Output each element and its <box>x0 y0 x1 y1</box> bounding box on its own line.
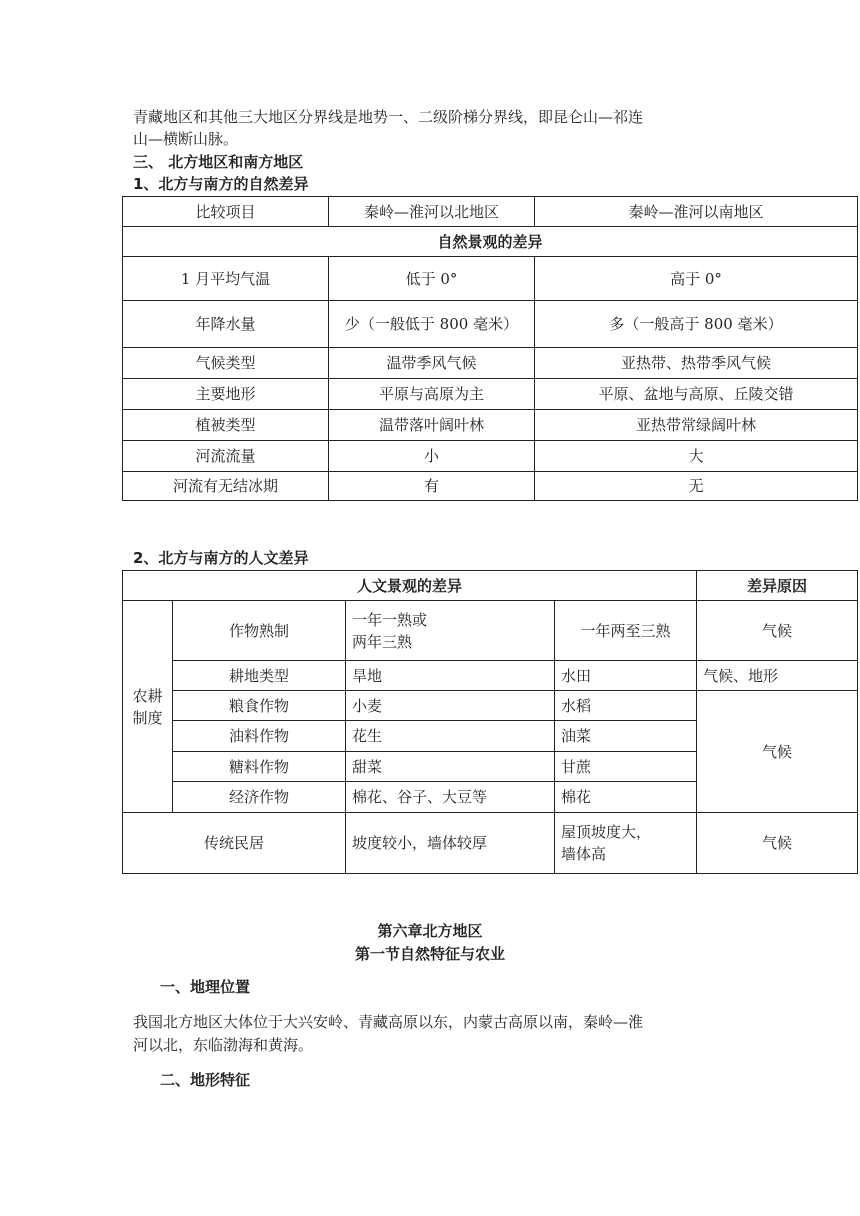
row-label: 耕地类型 <box>173 661 346 691</box>
header-left: 人文景观的差异 <box>123 571 697 601</box>
header-cell: 秦岭—淮河以北地区 <box>329 197 535 227</box>
row-label: 粮食作物 <box>173 691 346 721</box>
reason-cell: 气候、地形 <box>697 661 858 691</box>
human-diff-heading: 2、北方与南方的人文差异 <box>133 549 309 567</box>
row-label: 河流有无结冰期 <box>123 472 329 501</box>
intro-line-1: 青藏地区和其他三大地区分界线是地势一、二级阶梯分界线，即昆仑山—祁连 <box>133 108 644 126</box>
row-label: 油料作物 <box>173 721 346 752</box>
south-line-2: 墙体高 <box>561 845 607 863</box>
row-label: 经济作物 <box>173 782 346 813</box>
farming-label-line-2: 制度 <box>132 708 163 727</box>
row-label: 气候类型 <box>123 348 329 379</box>
heading-terrain: 二、地形特征 <box>160 1071 251 1089</box>
section-3-heading: 三、 北方地区和南方地区 <box>133 153 304 171</box>
row-label: 河流流量 <box>123 441 329 472</box>
south-cell: 甘蔗 <box>555 752 697 782</box>
north-cell: 低于 0° <box>329 257 535 301</box>
row-label: 植被类型 <box>123 410 329 441</box>
south-cell: 亚热带、热带季风气候 <box>535 348 858 379</box>
south-cell: 水田 <box>555 661 697 691</box>
farming-label-line-1: 农耕 <box>132 686 163 705</box>
row-label: 1 月平均气温 <box>123 257 329 301</box>
south-cell <box>555 813 697 874</box>
north-cell: 坡度较小，墙体较厚 <box>346 813 555 874</box>
header-cell: 秦岭—淮河以南地区 <box>535 197 858 227</box>
south-cell: 亚热带常绿阔叶林 <box>535 410 858 441</box>
row-label: 主要地形 <box>123 379 329 410</box>
north-cell: 温带季风气候 <box>329 348 535 379</box>
south-cell: 大 <box>535 441 858 472</box>
north-cell: 温带落叶阔叶林 <box>329 410 535 441</box>
row-label: 传统民居 <box>123 813 346 874</box>
table-header-row <box>123 571 858 601</box>
north-cell <box>346 601 555 661</box>
reason-cell: 气候 <box>697 601 858 661</box>
south-cell: 油菜 <box>555 721 697 752</box>
location-para-line-2: 河以北，东临渤海和黄海。 <box>133 1036 314 1054</box>
south-cell: 棉花 <box>555 782 697 813</box>
table-row <box>123 661 858 691</box>
north-line-1: 一年一熟或 <box>352 610 428 629</box>
table-row <box>123 601 858 661</box>
north-line-2: 两年三熟 <box>352 632 413 651</box>
reason-cell: 气候 <box>697 813 858 874</box>
south-cell: 高于 0° <box>535 257 858 301</box>
row-label: 年降水量 <box>123 301 329 348</box>
table-row <box>123 410 858 441</box>
table-row <box>123 813 858 874</box>
table-row <box>123 348 858 379</box>
table-row <box>123 379 858 410</box>
intro-line-2: 山—横断山脉。 <box>133 130 239 148</box>
north-cell: 少（一般低于 800 毫米） <box>329 301 535 348</box>
north-cell: 小麦 <box>346 691 555 721</box>
south-cell: 多（一般高于 800 毫米） <box>535 301 858 348</box>
north-cell: 甜菜 <box>346 752 555 782</box>
table-header-row <box>123 197 858 227</box>
table-row <box>123 472 858 501</box>
table-row <box>123 301 858 348</box>
chapter-title: 第六章北方地区 <box>377 922 483 940</box>
natural-diff-table <box>122 196 858 501</box>
row-label: 作物熟制 <box>173 601 346 661</box>
heading-location: 一、地理位置 <box>160 978 251 996</box>
south-cell: 一年两至三熟 <box>555 601 697 661</box>
north-cell: 小 <box>329 441 535 472</box>
south-cell: 水稻 <box>555 691 697 721</box>
north-cell: 有 <box>329 472 535 501</box>
table-row <box>123 691 858 721</box>
natural-diff-heading: 1、北方与南方的自然差异 <box>133 175 309 193</box>
north-cell: 旱地 <box>346 661 555 691</box>
south-cell: 平原、盆地与高原、丘陵交错 <box>535 379 858 410</box>
group-title: 自然景观的差异 <box>123 227 858 257</box>
human-diff-table <box>122 570 858 874</box>
header-cell: 比较项目 <box>123 197 329 227</box>
table-row <box>123 441 858 472</box>
location-para-line-1: 我国北方地区大体位于大兴安岭、青藏高原以东，内蒙古高原以南，秦岭—淮 <box>133 1013 644 1031</box>
north-cell: 棉花、谷子、大豆等 <box>346 782 555 813</box>
south-line-1: 屋顶坡度大， <box>561 823 652 841</box>
group-title-row <box>123 227 858 257</box>
header-right: 差异原因 <box>697 571 858 601</box>
reason-cell: 气候 <box>697 691 858 813</box>
table-row <box>123 257 858 301</box>
row-label: 糖料作物 <box>173 752 346 782</box>
north-cell: 花生 <box>346 721 555 752</box>
north-cell: 平原与高原为主 <box>329 379 535 410</box>
south-cell: 无 <box>535 472 858 501</box>
farming-system-label <box>123 601 173 813</box>
section-title: 第一节自然特征与农业 <box>354 945 505 963</box>
